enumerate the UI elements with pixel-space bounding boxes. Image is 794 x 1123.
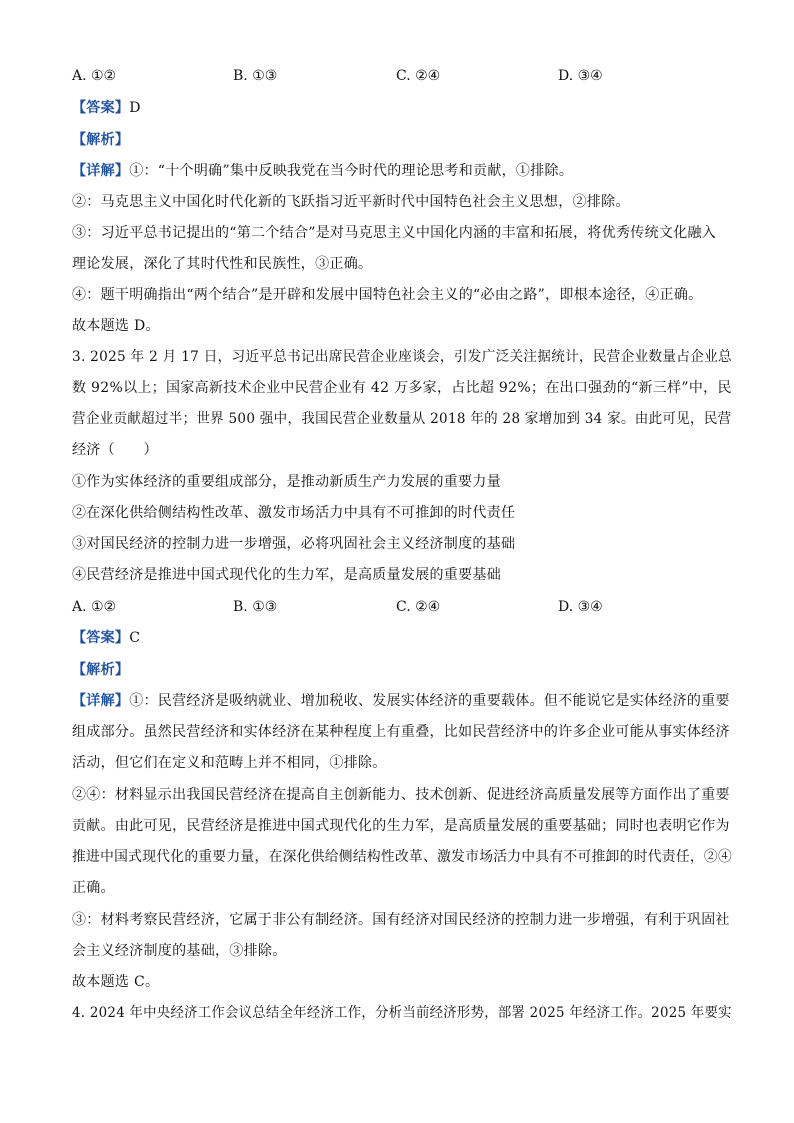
q3-analysis-line: 正确。 bbox=[72, 880, 115, 896]
q2-option-d: D. ③④ bbox=[558, 68, 603, 84]
detail-label: 【详解】 bbox=[72, 693, 130, 709]
q3-conclusion: 故本题选 C。 bbox=[72, 974, 160, 990]
q3-item: ②在深化供给侧结构性改革、激发市场活力中具有不可推卸的时代责任 bbox=[72, 505, 516, 521]
q3-stem-line: 经济（ ） bbox=[72, 442, 158, 458]
q3-option-b: B. ①③ bbox=[233, 599, 278, 615]
detail-label: 【详解】 bbox=[72, 163, 130, 179]
detail-text: ①：“十个明确”集中反映我党在当今时代的理论思考和贡献，①排除。 bbox=[129, 163, 574, 179]
q3-analysis-label bbox=[72, 660, 732, 680]
q3-stem-line: 数 92%以上；国家高新技术企业中民营企业有 42 万多家，占比超 92%；在出口强劲的“新三样”中，民 bbox=[72, 380, 732, 396]
q2-detail-line bbox=[72, 161, 732, 181]
q3-analysis-line: 活动，但它们在定义和范畴上并不相同，①排除。 bbox=[72, 755, 387, 771]
q3-analysis-line: 贡献。由此可见，民营经济是推进中国式现代化的生力军，是高质量发展的重要基础；同时也表明它作为 bbox=[72, 818, 730, 834]
detail-text: ①：民营经济是吸纳就业、增加税收、发展实体经济的重要载体。但不能说它是实体经济的重要 bbox=[129, 693, 730, 709]
q3-stem-line: 营企业贡献超过半；世界 500 强中，我国民营企业数量从 2018 年的 28 家增加到 34 家。由此可见，民营 bbox=[72, 411, 732, 427]
q2-option-c: C. ②④ bbox=[396, 68, 441, 84]
answer-value: C bbox=[129, 630, 141, 646]
q3-analysis-line: ③：材料考察民营经济，它属于非公有制经济。国有经济对国民经济的控制力进一步增强，有利于巩固社 bbox=[72, 912, 730, 928]
q3-item: ①作为实体经济的重要组成部分，是推动新质生产力发展的重要力量 bbox=[72, 474, 501, 490]
q3-option-a: A. ①② bbox=[72, 599, 117, 615]
q3-analysis-line: ②④：材料显示出我国民营经济在提高自主创新能力、技术创新、促进经济高质量发展等方面作出了重要 bbox=[72, 787, 730, 803]
q3-detail-line bbox=[72, 691, 732, 711]
q3-item: ③对国民经济的控制力进一步增强，必将巩固社会主义经济制度的基础 bbox=[72, 536, 516, 552]
q3-analysis-line: 组成部分。虽然民营经济和实体经济在某种程度上有重叠，比如民营经济中的许多企业可能从事实体经济 bbox=[72, 724, 730, 740]
q3-answer bbox=[72, 628, 732, 648]
q3-option-d: D. ③④ bbox=[558, 599, 603, 615]
q2-analysis-line: 理论发展，深化了其时代性和民族性，③正确。 bbox=[72, 256, 373, 272]
q4-stem-line: 4. 2024 年中央经济工作会议总结全年经济工作，分析当前经济形势，部署 2025 年经济工作。2025 年要实 bbox=[72, 1005, 732, 1021]
answer-value: D bbox=[129, 100, 141, 116]
q2-analysis-label bbox=[72, 130, 732, 150]
q3-item: ④民营经济是推进中国式现代化的生力军，是高质量发展的重要基础 bbox=[72, 567, 501, 583]
q3-analysis-line: 推进中国式现代化的重要力量，在深化供给侧结构性改革、激发市场活力中具有不可推卸的时代责任，②④ bbox=[72, 849, 733, 865]
q3-stem-line: 3. 2025 年 2 月 17 日，习近平总书记出席民营企业座谈会，引发广泛关注据统计，民营企业数量占企业总 bbox=[72, 349, 732, 365]
q3-option-c: C. ②④ bbox=[396, 599, 441, 615]
analysis-label: 【解析】 bbox=[72, 132, 130, 148]
analysis-label: 【解析】 bbox=[72, 662, 130, 678]
q2-analysis-line: ④：题干明确指出“两个结合”是开辟和发展中国特色社会主义的“必由之路”，即根本途径，④正确。 bbox=[72, 287, 703, 303]
q2-analysis-line: ③：习近平总书记提出的“第二个结合”是对马克思主义中国化内涵的丰富和拓展，将优秀传统文化融入 bbox=[72, 225, 717, 241]
answer-label: 【答案】 bbox=[72, 100, 130, 116]
q2-option-b: B. ①③ bbox=[233, 68, 278, 84]
q2-analysis-line: ②：马克思主义中国化时代化新的飞跃指习近平新时代中国特色社会主义思想，②排除。 bbox=[72, 194, 630, 210]
answer-label: 【答案】 bbox=[72, 630, 130, 646]
q3-analysis-line: 会主义经济制度的基础，③排除。 bbox=[72, 943, 287, 959]
q2-conclusion: 故本题选 D。 bbox=[72, 318, 160, 334]
q2-option-a: A. ①② bbox=[72, 68, 117, 84]
q2-answer bbox=[72, 98, 732, 118]
